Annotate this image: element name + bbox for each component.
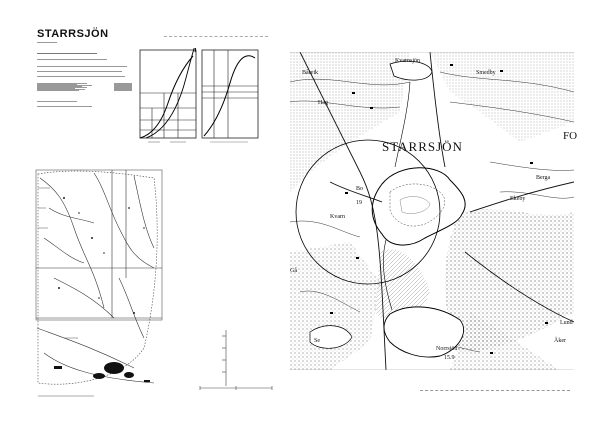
label-ga: Gå	[290, 268, 297, 274]
label-smedby: Smedby	[476, 70, 496, 76]
header-rule-text	[164, 36, 268, 38]
label-lake-name: STARRSJÖN	[382, 139, 463, 154]
label-ekeby: Ekeby	[510, 196, 526, 202]
label-se: Se	[314, 338, 320, 344]
lake-map	[290, 52, 574, 370]
label-hag: Hag	[318, 100, 328, 106]
label-boat: Båtvik	[302, 70, 318, 76]
label-kvarn: Kvarn	[330, 214, 345, 220]
label-bo: Bo	[356, 186, 364, 192]
label-north-lake: Kvarnsjön	[395, 58, 420, 64]
label-fo: FO	[563, 130, 578, 142]
label-aker: Åker	[554, 338, 566, 344]
page-title: STARRSJÖN	[37, 28, 109, 40]
label-berga: Berga	[536, 175, 551, 181]
label-lund: Lund	[560, 320, 573, 326]
label-norrsjon-elevation: 15.9	[444, 355, 455, 361]
label-norrsjon: Norrsjön	[436, 346, 458, 352]
title-underline	[37, 42, 57, 43]
footer-caption	[420, 390, 570, 392]
depth-scale-ticks	[196, 326, 276, 396]
catchment-map	[34, 168, 166, 398]
volume-graph	[200, 48, 262, 148]
depth-area-graph	[138, 48, 200, 148]
stats-text-block	[37, 50, 132, 107]
label-elev19: 19	[356, 200, 362, 206]
